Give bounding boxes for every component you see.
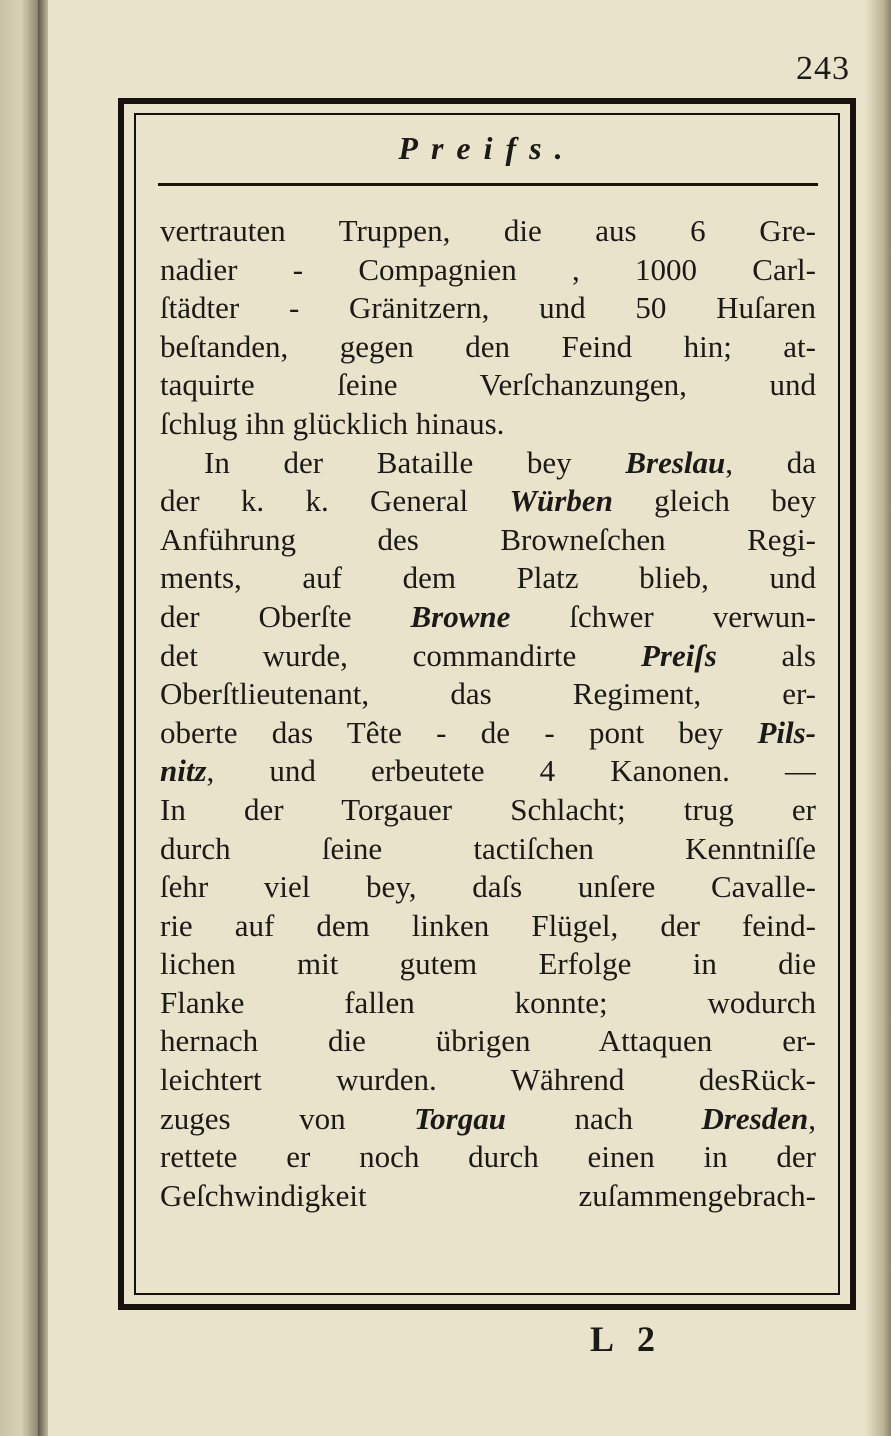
text-line bbox=[160, 1100, 816, 1139]
text-line bbox=[160, 212, 816, 251]
text-run: , und erbeutete 4 Kanonen. — bbox=[206, 753, 816, 789]
text-run: ſehr viel bey, daſs unſere Cavalle- bbox=[160, 869, 816, 905]
book-gutter bbox=[38, 0, 48, 1436]
text-run: Geſchwindigkeit zuſammengebrach- bbox=[160, 1177, 816, 1213]
text-line bbox=[160, 984, 816, 1023]
page-edge bbox=[865, 0, 891, 1436]
italic-name: Torgau bbox=[414, 1100, 506, 1136]
text-run: oberte das Tête - de - pont bey bbox=[160, 714, 758, 750]
text-line bbox=[160, 945, 816, 984]
text-run: als bbox=[716, 637, 816, 673]
text-line bbox=[160, 907, 816, 946]
text-run: ſtädter - Gränitzern, und 50 Huſaren bbox=[160, 290, 816, 326]
header-rule bbox=[158, 183, 818, 186]
text-line bbox=[160, 1138, 816, 1177]
text-line bbox=[160, 559, 816, 598]
text-line bbox=[160, 1022, 816, 1061]
text-line bbox=[160, 366, 816, 405]
text-run: ments, auf dem Platz blieb, und bbox=[160, 560, 816, 596]
text-run: der Oberſte bbox=[160, 598, 411, 634]
text-run: hernach die übrigen Attaquen er- bbox=[160, 1023, 816, 1059]
text-run: , bbox=[808, 1100, 816, 1136]
text-line bbox=[160, 675, 816, 714]
text-line bbox=[160, 1177, 816, 1216]
text-line bbox=[160, 868, 816, 907]
text-line bbox=[160, 289, 816, 328]
text-line bbox=[160, 598, 816, 637]
text-run: gleich bey bbox=[612, 483, 816, 519]
text-line bbox=[160, 830, 816, 869]
italic-name: Breslau bbox=[625, 444, 726, 480]
text-line bbox=[160, 752, 816, 791]
text-run: Flanke fallen konnte; wodurch bbox=[160, 984, 816, 1020]
italic-name: Pils- bbox=[757, 714, 816, 750]
text-line bbox=[160, 791, 816, 830]
text-line bbox=[160, 251, 816, 290]
text-run: In der Bataille bey bbox=[204, 444, 626, 480]
text-run: nach bbox=[505, 1100, 702, 1136]
text-run: ſchwer verwun- bbox=[510, 598, 816, 634]
text-line bbox=[160, 482, 816, 521]
text-run: rettete er noch durch einen in der bbox=[160, 1139, 816, 1175]
italic-name: Preiſs bbox=[641, 637, 717, 673]
page-number: 243 bbox=[796, 50, 850, 87]
running-head: Preifs. bbox=[398, 130, 576, 166]
italic-name: Dresden bbox=[701, 1100, 809, 1136]
italic-name: nitz bbox=[160, 753, 207, 789]
text-line bbox=[160, 521, 816, 560]
text-run: In der Torgauer Schlacht; trug er bbox=[160, 791, 816, 827]
italic-name: Browne bbox=[410, 598, 511, 634]
text-run: durch ſeine tactiſchen Kenntniſſe bbox=[160, 830, 816, 866]
text-line bbox=[160, 1061, 816, 1100]
text-line bbox=[160, 637, 816, 676]
text-run: lichen mit gutem Erfolge in die bbox=[160, 946, 816, 982]
text-line bbox=[160, 328, 816, 367]
text-run: der k. k. General bbox=[160, 483, 510, 519]
text-run: Anführung des Browneſchen Regi- bbox=[160, 521, 816, 557]
text-run: rie auf dem linken Flügel, der feind- bbox=[160, 907, 816, 943]
text-line bbox=[160, 444, 816, 483]
signature-mark: L 2 bbox=[590, 1319, 664, 1359]
text-run: taquirte ſeine Verſchanzungen, und bbox=[160, 367, 816, 403]
text-run: vertrauten Truppen, die aus 6 Gre- bbox=[160, 213, 816, 248]
text-run: Oberſtlieutenant, das Regiment, er- bbox=[160, 676, 816, 712]
facing-page-edge bbox=[0, 0, 38, 1436]
text-line bbox=[160, 714, 816, 753]
text-run: , da bbox=[725, 444, 816, 480]
text-run: zuges von bbox=[160, 1100, 415, 1136]
text-line bbox=[160, 405, 816, 444]
body-text bbox=[160, 212, 816, 1215]
italic-name: Würben bbox=[509, 483, 613, 519]
text-run: ſchlug ihn glücklich hinaus. bbox=[160, 405, 505, 441]
text-run: leichtert wurden. Während desRück- bbox=[160, 1062, 816, 1098]
text-run: det wurde, commandirte bbox=[160, 637, 641, 673]
text-run: nadier - Compagnien , 1000 Carl- bbox=[160, 251, 816, 287]
text-run: beſtanden, gegen den Feind hin; at- bbox=[160, 328, 816, 364]
